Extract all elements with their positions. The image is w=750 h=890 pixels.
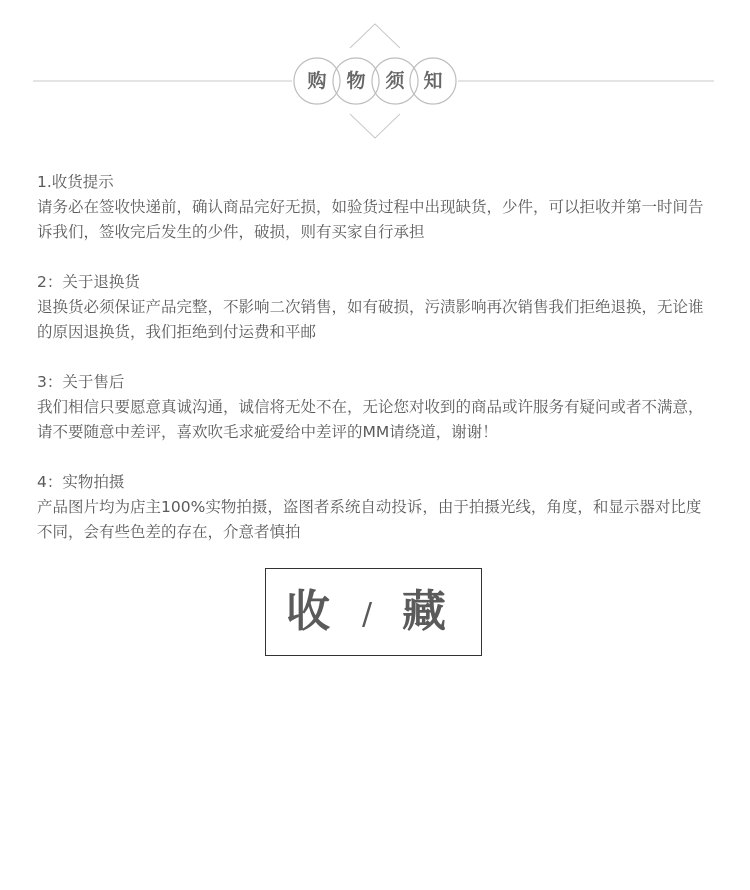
title-char-2: 物 bbox=[346, 70, 366, 92]
section-after-sales bbox=[37, 370, 709, 445]
section-body: 我们相信只要愿意真诚沟通，诚信将无处不在，无论您对收到的商品或许服务有疑问或者不满意，请不要随意中差评，喜欢吹毛求疵爱给中差评的MM请绕道，谢谢！ bbox=[37, 398, 704, 441]
shopping-notice-header bbox=[0, 0, 750, 150]
collect-button[interactable] bbox=[265, 568, 482, 656]
collect-char-1: 收 bbox=[286, 586, 330, 637]
section-body: 产品图片均为店主100%实物拍摄，盗图者系统自动投诉，由于拍摄光线，角度，和显示器对比度不同，会有些色差的存在，介意者慎拍 bbox=[37, 498, 702, 541]
title-char-4: 知 bbox=[423, 70, 443, 92]
collect-char-2: 藏 bbox=[402, 586, 446, 637]
section-receiving-tips bbox=[37, 170, 709, 245]
section-body: 请务必在签收快递前，确认商品完好无损，如验货过程中出现缺货，少件，可以拒收并第一时间告诉我们，签收完后发生的少件，破损，则有买家自行承担 bbox=[37, 198, 704, 241]
section-real-photos bbox=[37, 470, 709, 545]
section-heading: 1.收货提示 bbox=[37, 173, 114, 191]
title-char-1: 购 bbox=[307, 70, 327, 92]
section-body: 退换货必须保证产品完整，不影响二次销售，如有破损，污渍影响再次销售我们拒绝退换，无论谁的原因退换货，我们拒绝到付运费和平邮 bbox=[37, 298, 704, 341]
section-heading: 2：关于退换货 bbox=[37, 273, 140, 291]
section-heading: 4：实物拍摄 bbox=[37, 473, 125, 491]
section-returns bbox=[37, 270, 709, 345]
title-char-3: 须 bbox=[385, 70, 405, 92]
collect-separator: / bbox=[362, 597, 373, 632]
section-heading: 3：关于售后 bbox=[37, 373, 125, 391]
